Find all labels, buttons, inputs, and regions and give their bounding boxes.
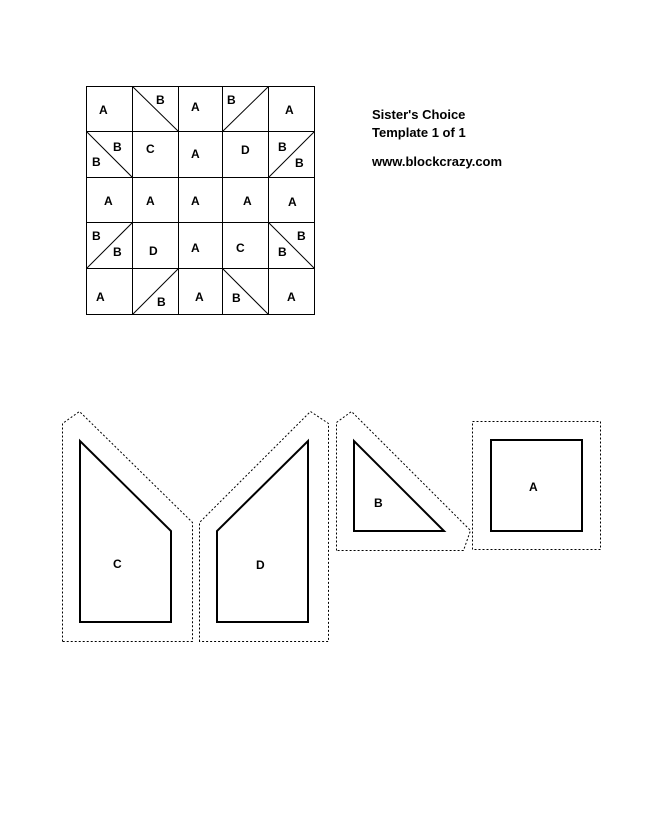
block-label: B	[113, 245, 122, 259]
block-label: B	[92, 229, 101, 243]
template-c-label: C	[113, 557, 122, 571]
template-d	[200, 412, 329, 642]
block-label: A	[285, 103, 294, 117]
template-a	[473, 422, 601, 550]
block-label: D	[149, 244, 158, 258]
block-label: B	[278, 140, 287, 154]
template-a-label: A	[529, 480, 538, 494]
block-label: B	[113, 140, 122, 154]
block-label: A	[243, 194, 252, 208]
block-label: A	[96, 290, 105, 304]
block-labels	[92, 93, 306, 309]
quilt-block	[87, 87, 315, 315]
template-b-seam-allowance	[337, 412, 471, 551]
block-label: B	[297, 229, 306, 243]
template-c	[63, 412, 193, 642]
pattern-title: Sister's Choice	[372, 107, 466, 122]
block-label: A	[104, 194, 113, 208]
block-label: A	[195, 290, 204, 304]
template-b-outline	[354, 441, 444, 531]
template-b-label: B	[374, 496, 383, 510]
template-b	[337, 412, 471, 551]
block-label: B	[232, 291, 241, 305]
block-label: B	[295, 156, 304, 170]
block-label: B	[157, 295, 166, 309]
block-label: A	[191, 241, 200, 255]
block-label: C	[146, 142, 155, 156]
block-label: B	[156, 93, 165, 107]
block-label: D	[241, 143, 250, 157]
block-label: B	[227, 93, 236, 107]
template-d-label: D	[256, 558, 265, 572]
template-c-seam-allowance	[63, 412, 193, 642]
block-label: A	[99, 103, 108, 117]
website-url: www.blockcrazy.com	[372, 154, 503, 169]
block-label: A	[287, 290, 296, 304]
block-label: C	[236, 241, 245, 255]
block-label: A	[191, 147, 200, 161]
block-label: A	[191, 194, 200, 208]
template-count: Template 1 of 1	[372, 125, 466, 140]
block-label: B	[92, 155, 101, 169]
block-label: A	[191, 100, 200, 114]
template-c-outline	[80, 441, 171, 622]
block-label: B	[278, 245, 287, 259]
block-label: A	[146, 194, 155, 208]
block-label: A	[288, 195, 297, 209]
template-d-outline	[217, 441, 308, 622]
template-d-seam-allowance	[200, 412, 329, 642]
